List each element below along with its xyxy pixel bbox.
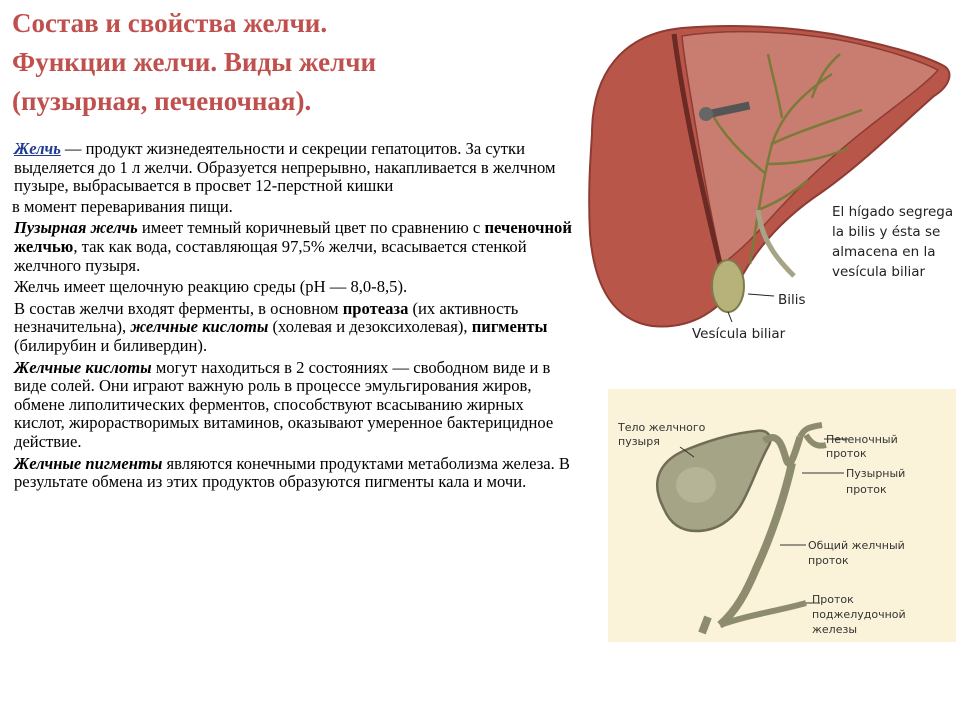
liver-illustration — [582, 14, 960, 344]
label-bilis: Bilis — [778, 292, 806, 308]
label-vesicula: Vesícula biliar — [692, 326, 786, 342]
paragraph-gallbladder-bile: Пузырная желчь имеет темный коричневый цвет по сравнению с печеночной желчью, так как вода, составляющая 97,5% желчи, всасывается стенкой желчного пузыря. — [14, 218, 572, 275]
term-gallbladder-bile: Пузырная желчь — [14, 218, 138, 238]
gallbladder — [712, 260, 744, 312]
bile-ducts-illustration — [608, 389, 956, 642]
paragraph-bile-text: — продукт жизнедеятельности и секреции гепатоцитов. За сутки выделяется до 1 л желчи. Образуется непрерывно, накапливается в желчном пузыре, выбрасывается в просвет 12-перстной кишки — [14, 139, 556, 196]
liver-caption-line-2: la bilis y ésta se — [832, 224, 941, 240]
label-hepatic-duct-1: Печеночный — [826, 433, 898, 446]
label-common-duct-2: проток — [808, 554, 849, 567]
paragraph-bile-continuation: в момент переваривания пищи. — [12, 196, 233, 216]
body-text — [12, 140, 572, 495]
label-cystic-duct-2: проток — [846, 483, 887, 496]
paragraph-bile-pigments: Желчные пигменты являются конечными продуктами метаболизма железа. В результате обмена из этих продуктов образуются пигменты кала и мочи. — [14, 453, 570, 492]
liver-caption-line-4: vesícula biliar — [832, 264, 926, 280]
label-pancreatic-duct-2: поджелудочной — [812, 608, 906, 621]
paragraph-composition: В состав желчи входят ферменты, в основном протеаза (их активность незначительна), желчные кислоты (холевая и дезоксихолевая), пигменты (билирубин и биливердин). — [14, 298, 548, 355]
term-protease: протеаза — [342, 298, 409, 318]
paragraph-bile-acids: Желчные кислоты могут находиться в 2 состояниях — свободном виде и в виде солей. Они играют важную роль в процессе эмульгирования жиров, обмене липолитических ферментов, способствуют всасыванию жирных кислот, жирорастворимых витаминов, оказывают умеренное бактерицидное действие. — [14, 357, 554, 451]
term-bile-pigments: Желчные пигменты — [14, 453, 163, 473]
title-line-1: Состав и свойства желчи. — [12, 8, 328, 38]
page-title — [12, 4, 572, 121]
title-line-2: Функции желчи. Виды желчи — [12, 47, 377, 77]
liver-caption-line-3: almacena en la — [832, 244, 936, 260]
label-gallbladder-body-1: Тело желчного — [618, 421, 706, 434]
paragraph-bile — [12, 140, 572, 196]
paragraph-ph: Желчь имеет щелочную реакцию среды (рН — 8,0-8,5). — [14, 277, 408, 297]
term-pigments: пигменты — [471, 317, 548, 337]
label-cystic-duct-1: Пузырный — [846, 467, 906, 480]
label-gallbladder-body-2: пузыря — [618, 435, 660, 448]
term-link-bile[interactable]: Желчь — [14, 139, 61, 158]
label-hepatic-duct-2: проток — [826, 447, 867, 460]
label-common-duct-1: Общий желчный — [808, 539, 905, 552]
title-line-3: (пузырная, печеночная). — [12, 86, 312, 116]
label-pancreatic-duct-3: железы — [812, 623, 858, 636]
label-pancreatic-duct-1: Проток — [812, 593, 854, 606]
term-bile-acids: желчные кислоты — [130, 317, 269, 337]
term-bile-acids-2: Желчные кислоты — [14, 357, 152, 377]
liver-caption-line-1: El hígado segrega — [832, 204, 954, 220]
duodenal-end — [702, 617, 708, 633]
term-hepatic-bile: печеночной желчью — [14, 218, 572, 256]
